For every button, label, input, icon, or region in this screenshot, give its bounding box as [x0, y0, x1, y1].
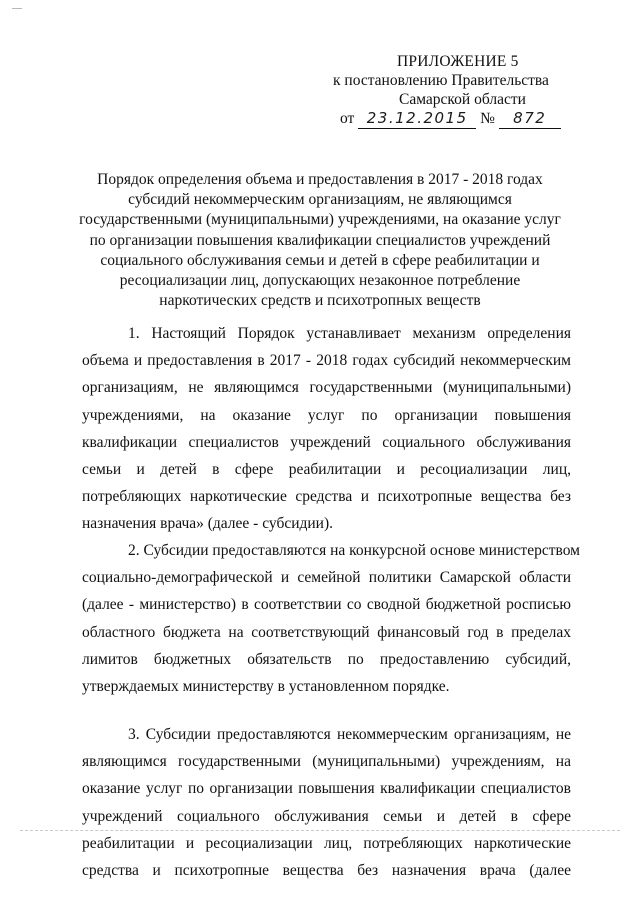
- title-line: ресоциализации лиц, допускающих незаконное потребление: [119, 272, 521, 290]
- text-line: организациям, не являющимся государственными (муниципальными): [82, 379, 571, 397]
- text-line: (далее - министерство) в соответствии со сводной бюджетной росписью: [82, 596, 571, 614]
- paragraph-1: [82, 320, 571, 538]
- appendix-decree: к постановлению Правительства: [333, 72, 549, 89]
- text-line: учреждений социального обслуживания семьи и детей в сфере: [82, 807, 571, 825]
- title-line: по организации повышения квалификации специалистов учреждений: [89, 231, 551, 249]
- appendix-date-line: [340, 109, 600, 133]
- paragraph-3: [82, 721, 571, 884]
- text-line: 1. Настоящий Порядок устанавливает механизм определения: [128, 325, 571, 342]
- date-prefix: от: [340, 110, 355, 127]
- title-line: Порядок определения объема и предоставления в 2017 - 2018 годах: [97, 171, 543, 188]
- text-line: квалификации специалистов учреждений социального обслуживания: [82, 433, 571, 451]
- scan-mark: [12, 8, 22, 9]
- appendix-header: [300, 52, 600, 133]
- text-line: учреждениями, на оказание услуг по организации повышения: [82, 406, 571, 424]
- text-line: 2. Субсидии предоставляются на конкурсной основе министерством: [128, 542, 580, 559]
- text-line: средства и психотропные вещества без назначения врача (далее: [82, 862, 571, 880]
- scan-artifact-line: [20, 830, 620, 831]
- text-line: реабилитации и ресоциализации лиц, потребляющих наркотические: [82, 834, 571, 852]
- date-field: [358, 110, 476, 129]
- paragraph-2: [82, 537, 580, 700]
- title-line: государственными (муниципальными) учреждениями, на оказание услуг: [79, 211, 561, 229]
- text-line: потребляющих наркотические средства и психотропные вещества без: [82, 488, 571, 506]
- title-line: социального обслуживания семьи и детей в сфере реабилитации и: [100, 251, 540, 269]
- title-line: субсидий некоммерческим организациям, не являющимся: [128, 191, 512, 209]
- text-line: назначения врача» (далее - субсидии).: [82, 515, 334, 533]
- handwritten-number: 872: [513, 109, 547, 127]
- handwritten-date: 23.12.2015: [366, 109, 468, 127]
- text-line: утверждаемых министерству в установленном порядке.: [82, 678, 450, 696]
- text-line: являющимся государственными (муниципальными) учреждениям, на: [82, 753, 571, 771]
- number-field: [499, 110, 561, 129]
- text-line: областного бюджета на соответствующий финансовый год в пределах: [82, 623, 571, 641]
- text-line: лимитов бюджетных обязательств по предоставлению субсидий,: [82, 650, 571, 668]
- text-line: 3. Субсидии предоставляются некоммерческим организациям, не: [128, 726, 571, 743]
- text-line: социально-демографической и семейной политики Самарской области: [82, 569, 571, 587]
- title-line: наркотических средств и психотропных веществ: [159, 292, 481, 310]
- document-title: [70, 170, 570, 311]
- number-prefix: №: [480, 110, 495, 127]
- text-line: объема и предоставления в 2017 - 2018 годах субсидий некоммерческим: [82, 352, 571, 370]
- appendix-number: ПРИЛОЖЕНИЕ 5: [397, 53, 519, 70]
- text-line: оказание услуг по организации повышения квалификации специалистов: [82, 780, 571, 798]
- text-line: семьи и детей в сфере реабилитации и ресоциализации лиц,: [82, 461, 571, 479]
- appendix-region: Самарской области: [399, 91, 526, 108]
